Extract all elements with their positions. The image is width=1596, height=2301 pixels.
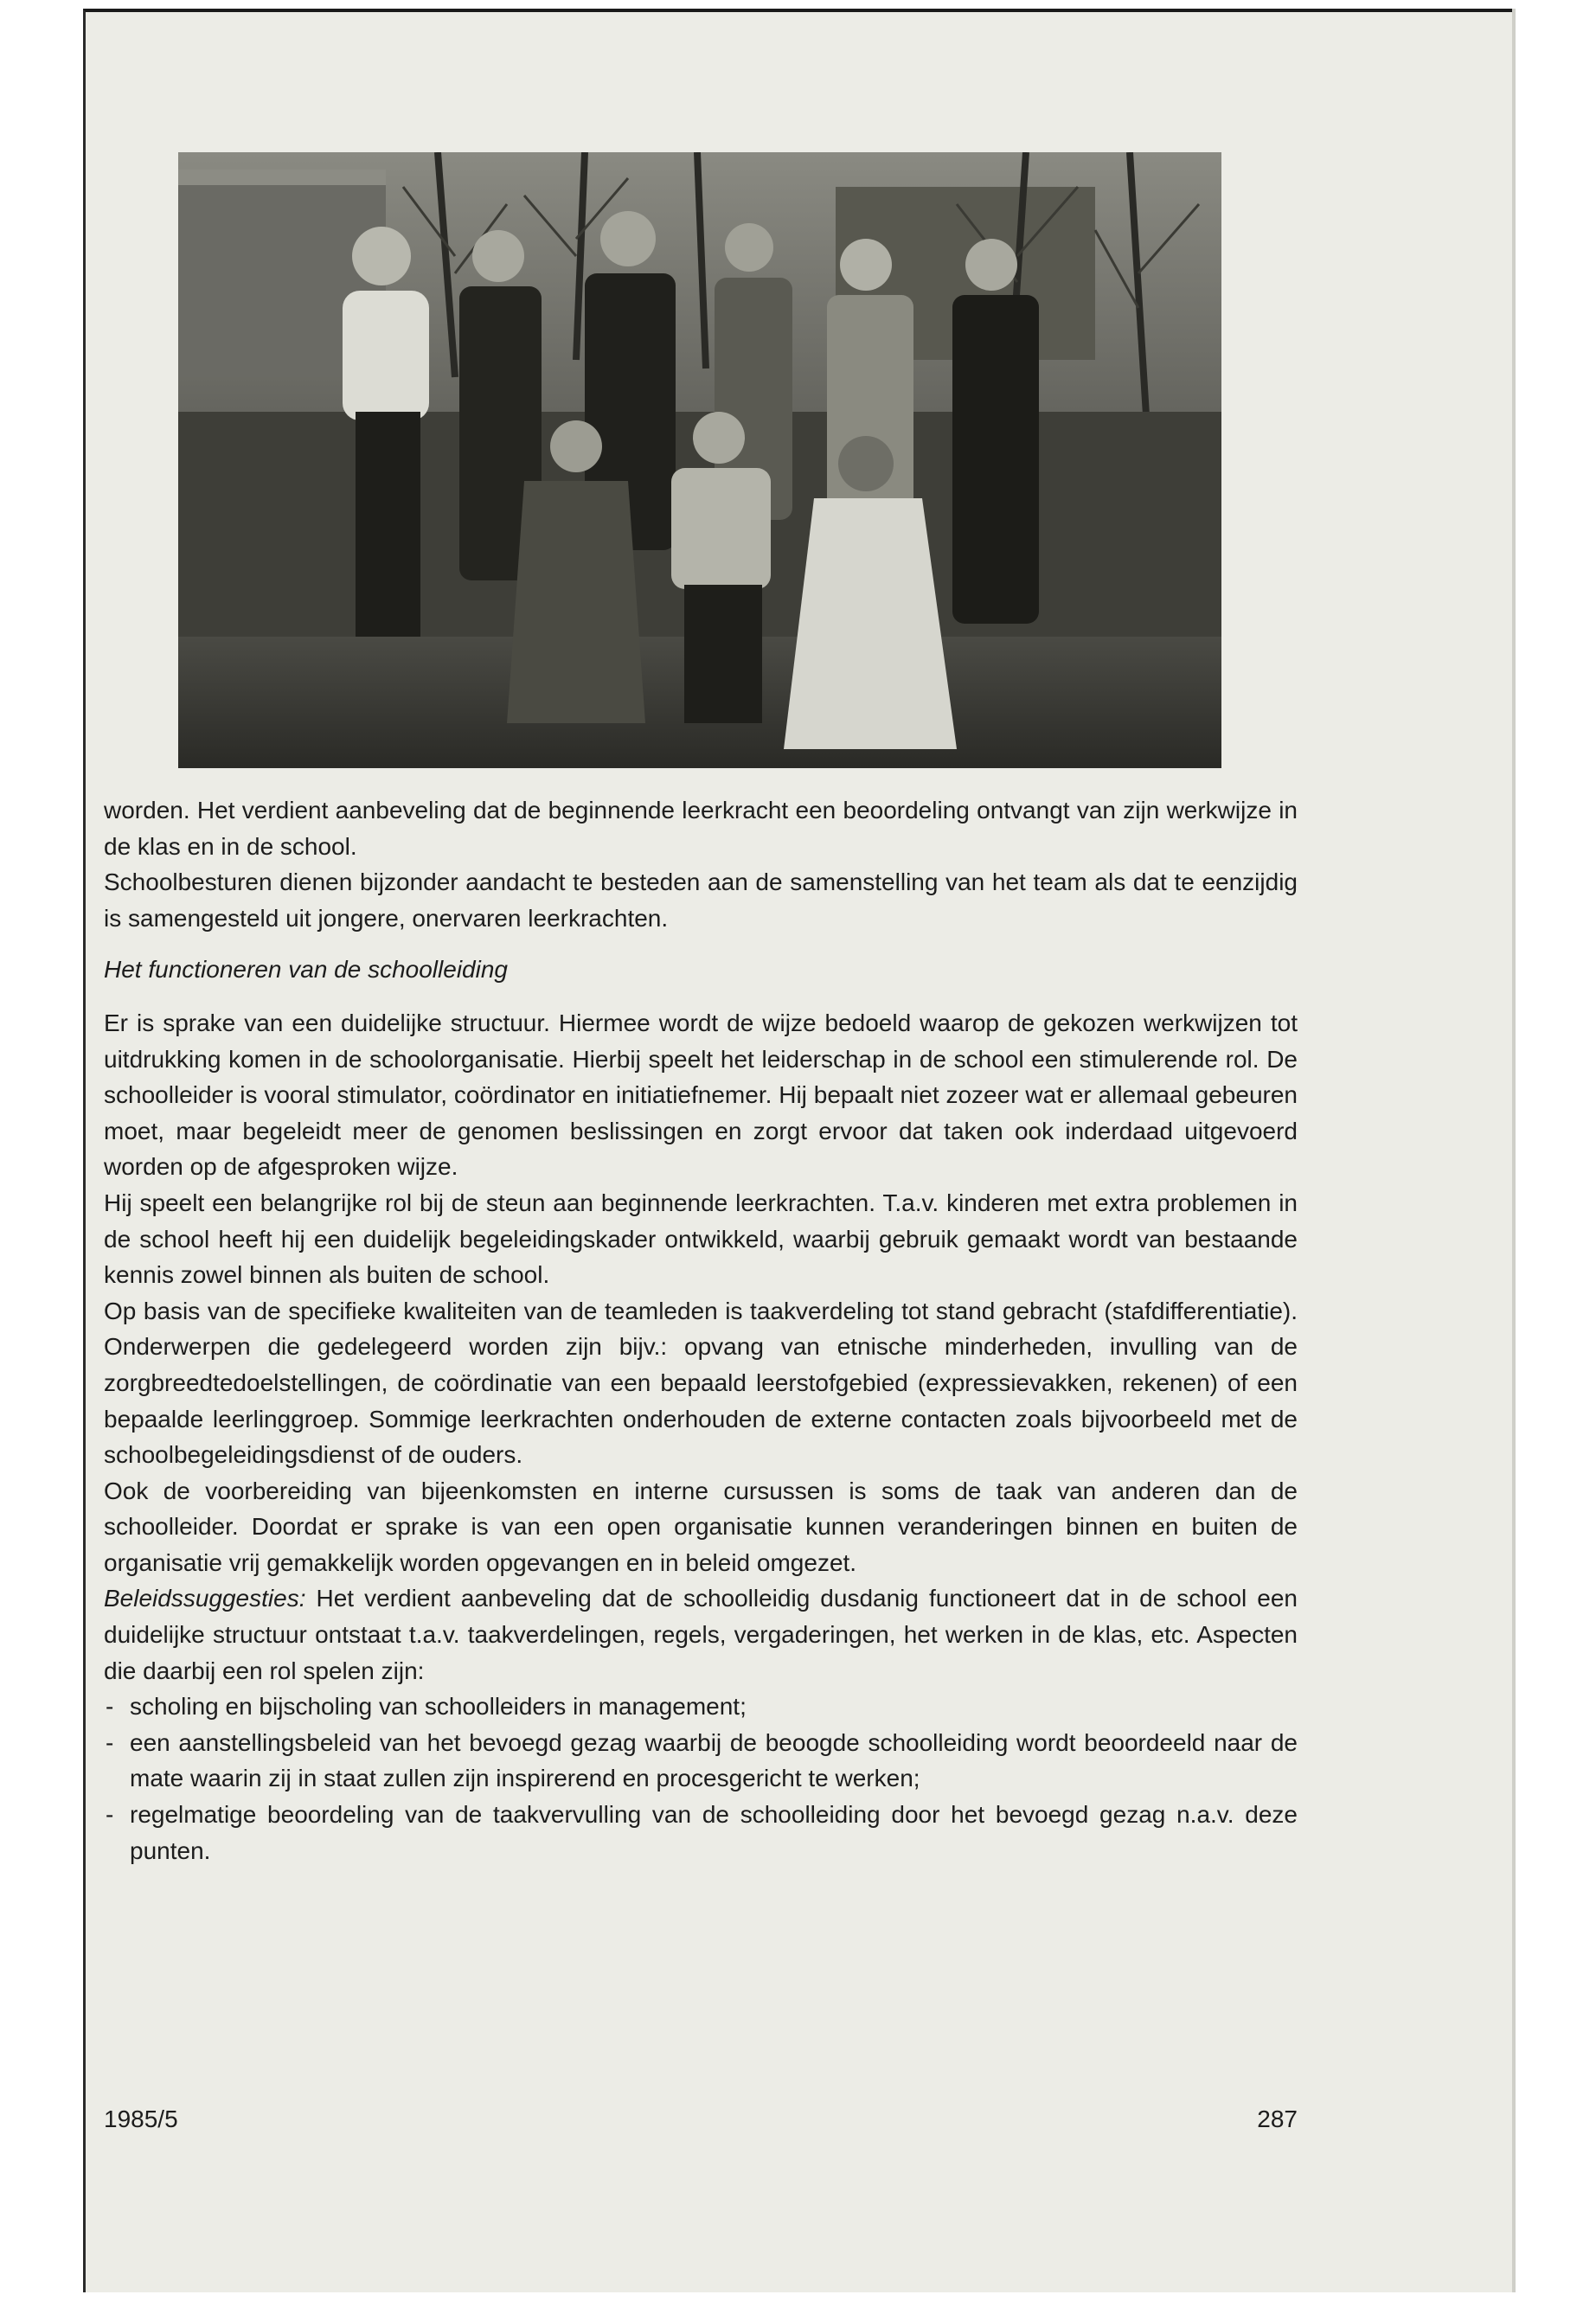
paragraph-4: Hij speelt een belangrijke rol bij de steun aan beginnende leerkrachten. T.a.v. kinderen met extra problemen in de school heeft hij een duidelijk begeleidingskader ontwikkeld, waarbij gebruik gemaakt wordt van bestaande kennis zowel binnen als buiten de school. [104, 1189, 1298, 1289]
paragraph-1: worden. Het verdient aanbeveling dat de beginnende leerkracht een beoordeling ontvangt van zijn werkwijze in de klas en in de school. [104, 797, 1298, 860]
section-heading: Het functioneren van de schoolleiding [104, 956, 508, 984]
paragraph-6: Ook de voorbereiding van bijeenkomsten en interne cursussen is soms de taak van anderen dan de schoolleider. Doordat er sprake is van een open organisatie kunnen veranderingen binnen en buiten de organisatie vrij gemakkelijk worden opgevangen en in beleid omgezet. [104, 1477, 1298, 1576]
policy-suggestions-label: Beleidssuggesties: [104, 1585, 306, 1612]
group-photo [178, 152, 1221, 768]
page-number: 287 [1257, 2106, 1298, 2132]
list-dash: - [106, 1801, 114, 1829]
list-item [104, 1797, 1298, 1868]
list-dash: - [106, 1728, 114, 1756]
paragraph-3: Er is sprake van een duidelijke structuur. Hiermee wordt de wijze bedoeld waarop de gekozen werkwijzen tot uitdrukking komen in de schoolorganisatie. Hierbij speelt het leiderschap in de school een stimulerende rol. De schoolleider is vooral stimulator, coördinator en initiatiefnemer. Hij bepaalt niet zozeer wat er allemaal gebeuren moet, maar begeleidt meer de genomen beslissingen en zorgt ervoor dat taken ook inderdaad uitgevoerd worden op de afgesproken wijze. [104, 1009, 1298, 1181]
list-item [104, 1725, 1298, 1797]
paragraph-2: Schoolbesturen dienen bijzonder aandacht te besteden aan de samenstelling van het team als dat te eenzijdig is samengesteld uit jongere, onervaren leerkrachten. [104, 868, 1298, 932]
page-edge-shadow [1512, 9, 1516, 2292]
paragraph-7 [104, 1580, 1298, 1689]
list-item-text: scholing en bijscholing van schoolleiders in management; [130, 1693, 747, 1721]
group-photo-icon [178, 152, 1221, 768]
list-item-text: regelmatige beoordeling van de taakvervulling van de schoolleiding door het bevoegd gezag n.a.v. deze punten. [130, 1801, 1298, 1864]
article-text [104, 792, 1298, 1868]
list-dash: - [106, 1693, 114, 1721]
issue-number: 1985/5 [104, 2106, 178, 2132]
paragraph-5: Op basis van de specifieke kwaliteiten van de teamleden is taakverdeling tot stand gebracht (stafdifferentiatie). Onderwerpen die gedelegeerd worden zijn bijv.: opvang van etnische minderheden, invulling van de zorgbreedtedoelstellingen, de coördinatie van een bepaald leerstofgebied (expressievakken, rekenen) of een bepaalde leerlinggroep. Sommige leerkrachten onderhouden de externe contacten zoals bijvoorbeeld met de schoolbegeleidingsdienst of de ouders. [104, 1297, 1298, 1469]
list-item [104, 1689, 1298, 1725]
aspect-list [104, 1689, 1298, 1868]
paragraph-7-text: Het verdient aanbeveling dat de schoolleidig dusdanig functioneert dat in de school een duidelijke structuur ontstaat t.a.v. taakverdelingen, regels, vergaderingen, het werken in de klas, etc. Aspecten die daarbij een rol spelen zijn: [104, 1585, 1298, 1684]
list-item-text: een aanstellingsbeleid van het bevoegd gezag waarbij de beoogde schoolleiding wordt beoordeeld naar de mate waarin zij in staat zullen zijn inspirerend en procesgericht te werken; [130, 1728, 1298, 1792]
